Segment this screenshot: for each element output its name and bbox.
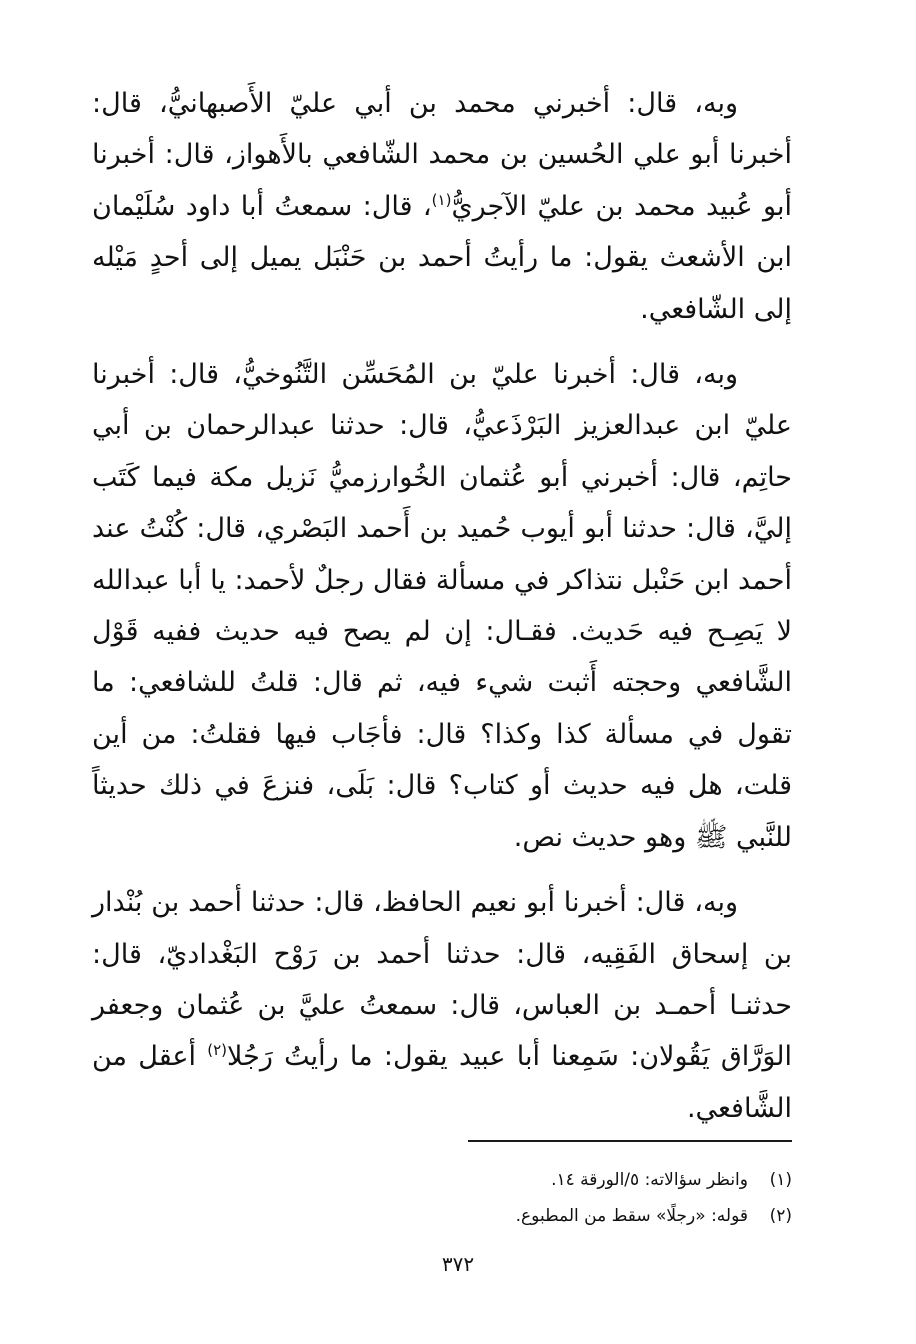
- main-text: [92, 78, 792, 1134]
- footnote-marker-2: (٢): [207, 1041, 228, 1060]
- footnote-2: [120, 1198, 792, 1234]
- paragraph-3: [92, 877, 792, 1134]
- footnote-marker-1: (١): [431, 190, 452, 209]
- footnote-2-number: (٢): [769, 1206, 792, 1226]
- footnote-1: [120, 1162, 792, 1198]
- footnote-1-number: (١): [769, 1170, 792, 1190]
- paragraph-2-text: وبه، قال: أخبرنا عليّ بن المُحَسِّن التَّنُوخيُّ، قال: أخبرنا عليّ ابن عبدالعزيز البَرْذَعيُّ، قال: حدثنا عبدالرحمان بن أبي حاتِم، قال: أخبرني أبو عُثمان الخُوارزميُّ نَزيل مكة فيما كَتَب إليَّ، قال: حدثنا أبو أيوب حُميد بن أَحمد البَصْري، قال: كُنْتُ عند أحمد ابن حَنْبل نتذاكر في مسألة فقال رجلٌ لأحمد: يا أبا عبدالله لا يَصِـح فيه حَديث. فقـال: إن لم يصح فيه حديث ففيه قَوْل الشَّافعي وحجته أَثبت شيء فيه، ثم قال: قلتُ للشافعي: ما تقول في مسألة كذا وكذا؟ قال: فأجَاب فيها فقلتُ: من أين قلت، هل فيه حديث أو كتاب؟ قال: بَلَى، فنزعَ في ذلك حديثاً للنَّبي ﷺ وهو حديث نص.: [92, 359, 792, 853]
- footnote-divider: [468, 1140, 792, 1142]
- paragraph-2: [92, 349, 792, 863]
- paragraph-3-text: وبه، قال: أخبرنا أبو نعيم الحافظ، قال: حدثنا أحمد بن بُنْدار بن إسحاق الفَقِيه، قال: حدثنا أحمد بن رَوْح البَغْداديّ، قال: حدثنـا أحمـد بن العباس، قال: سمعتُ عليَّ بن عُثمان وجعفر الوَرَّاق يَقُولان: سَمِعنا أبا عبيد يقول: ما رأيتُ رَجُلا: [92, 887, 792, 1073]
- paragraph-1-tail: ، قال: سمعتُ أبا داود سُلَيْمان ابن الأشعث يقول: ما رأيتُ أحمد بن حَنْبَل يميل إلى أحدٍ مَيْله إلى الشّافعي.: [92, 190, 792, 325]
- footnote-1-text: وانظر سؤالاته: ٥/الورقة ١٤.: [551, 1170, 748, 1190]
- footnotes: [120, 1162, 792, 1234]
- paragraph-1: [92, 78, 792, 335]
- page-number: ٣٧٢: [441, 1252, 475, 1276]
- paragraph-3-tail: أعقل من الشَّافعي.: [92, 1041, 792, 1124]
- footnote-2-text: قوله: «رجلًا» سقط من المطبوع.: [515, 1206, 748, 1226]
- paragraph-1-text: وبه، قال: أخبرني محمد بن أبي عليّ الأَصبهانيُّ، قال: أخبرنا أبو علي الحُسين بن محمد الشّافعي بالأَهواز، قال: أخبرنا أبو عُبيد محمد بن عليّ الآجريُّ: [92, 88, 793, 222]
